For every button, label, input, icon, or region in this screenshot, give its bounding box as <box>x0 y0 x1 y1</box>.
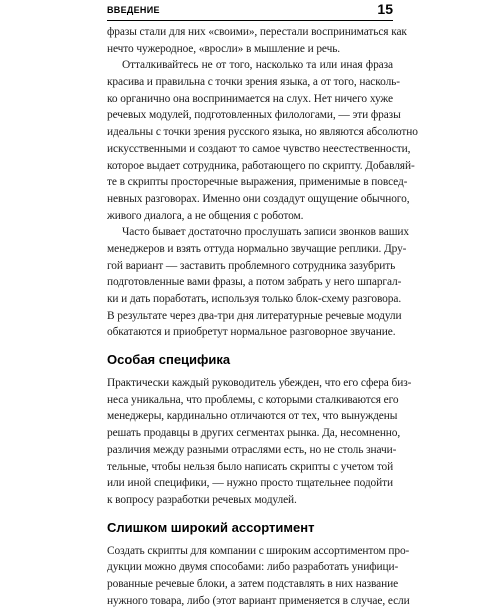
text-line: Часто бывает достаточно прослушать записи звонков ваших <box>122 226 409 239</box>
text-line: подготовленные вами фразы, а потом забрать у него шпаргал- <box>107 276 402 289</box>
text-line: или иной специфики, — нужно просто тщательнее подойти <box>107 477 393 490</box>
page-body <box>107 24 418 609</box>
text-line: живого диалога, а не общения с роботом. <box>107 209 304 222</box>
paragraph <box>107 224 409 341</box>
text-line: ко органично она воспринимается на слух. Нет ничего хуже <box>107 92 393 105</box>
text-line: тельные, чтобы нельзя было написать скрипты с учетом той <box>107 460 394 473</box>
paragraph <box>107 57 418 224</box>
section-heading: Особая специфика <box>107 352 231 368</box>
text-line: Создать скрипты для компании с широким ассортиментом про- <box>107 544 410 557</box>
text-line: фразы стали для них «своими», перестали восприниматься как <box>107 26 407 38</box>
paragraph-continued <box>107 24 407 57</box>
text-line: речевых модулей, подготовленных филологами, — эти фразы <box>107 109 401 122</box>
text-line: менеджеров и взять оттуда нормально звучащие реплики. Дру- <box>107 242 407 255</box>
running-head <box>107 3 393 21</box>
text-line: различия между разными отраслями есть, но не столь значи- <box>107 443 397 456</box>
text-line: невных разговорах. Именно они создадут ощущение обычного, <box>107 192 410 205</box>
text-line: дукции можно двумя способами: либо разработать унифици- <box>107 561 399 574</box>
paragraph <box>107 375 412 509</box>
text-line: нечто чужеродное, «вросли» в мышление и речь. <box>107 42 341 55</box>
text-line: искусственными и создают то самое чувство неестественности, <box>107 142 411 155</box>
text-line: неса уникальна, что проблемы, с которыми сталкиваются его <box>107 393 399 406</box>
paragraph <box>107 543 410 609</box>
text-line: те в скрипты просторечные выражения, применимые в повсед- <box>107 176 408 189</box>
text-line: гой вариант — заставить проблемного сотрудника зазубрить <box>107 259 396 272</box>
page-number: 15 <box>377 1 393 17</box>
text-line: решать продавцы в других сегментах рынка. Да, несомненно, <box>107 427 401 440</box>
text-line: идеальны с точки зрения русского языка, но являются абсолютно <box>107 126 418 139</box>
section-heading: Слишком широкий ассортимент <box>107 519 315 535</box>
text-line: нужного товара, либо (этот вариант применяется в случае, если <box>107 594 410 607</box>
running-head-section: ВВЕДЕНИЕ <box>107 5 160 15</box>
text-line: которое выдает сотрудника, работающего по скрипту. Добавляй- <box>107 159 415 172</box>
text-line: В результате через два-три дня литературные речевые модули <box>107 309 402 322</box>
text-line: Практически каждый руководитель убежден, что его сфера биз- <box>107 377 412 390</box>
text-line: Отталкивайтесь не от того, насколько та или иная фраза <box>122 59 393 72</box>
text-line: рованные речевые блоки, а затем подставлять в них название <box>107 577 399 590</box>
text-line: красива и правильна с точки зрения языка, а от того, насколь- <box>107 76 400 89</box>
text-line: обкатаются и приобретут нормальное разговорное звучание. <box>107 326 396 339</box>
text-line: менеджеры, кардинально отличаются от тех, что вынуждены <box>107 410 398 423</box>
text-line: ки и дать поработать, используя только блок-схему разговора. <box>107 293 402 305</box>
text-line: к вопросу разработки речевых модулей. <box>107 493 297 506</box>
